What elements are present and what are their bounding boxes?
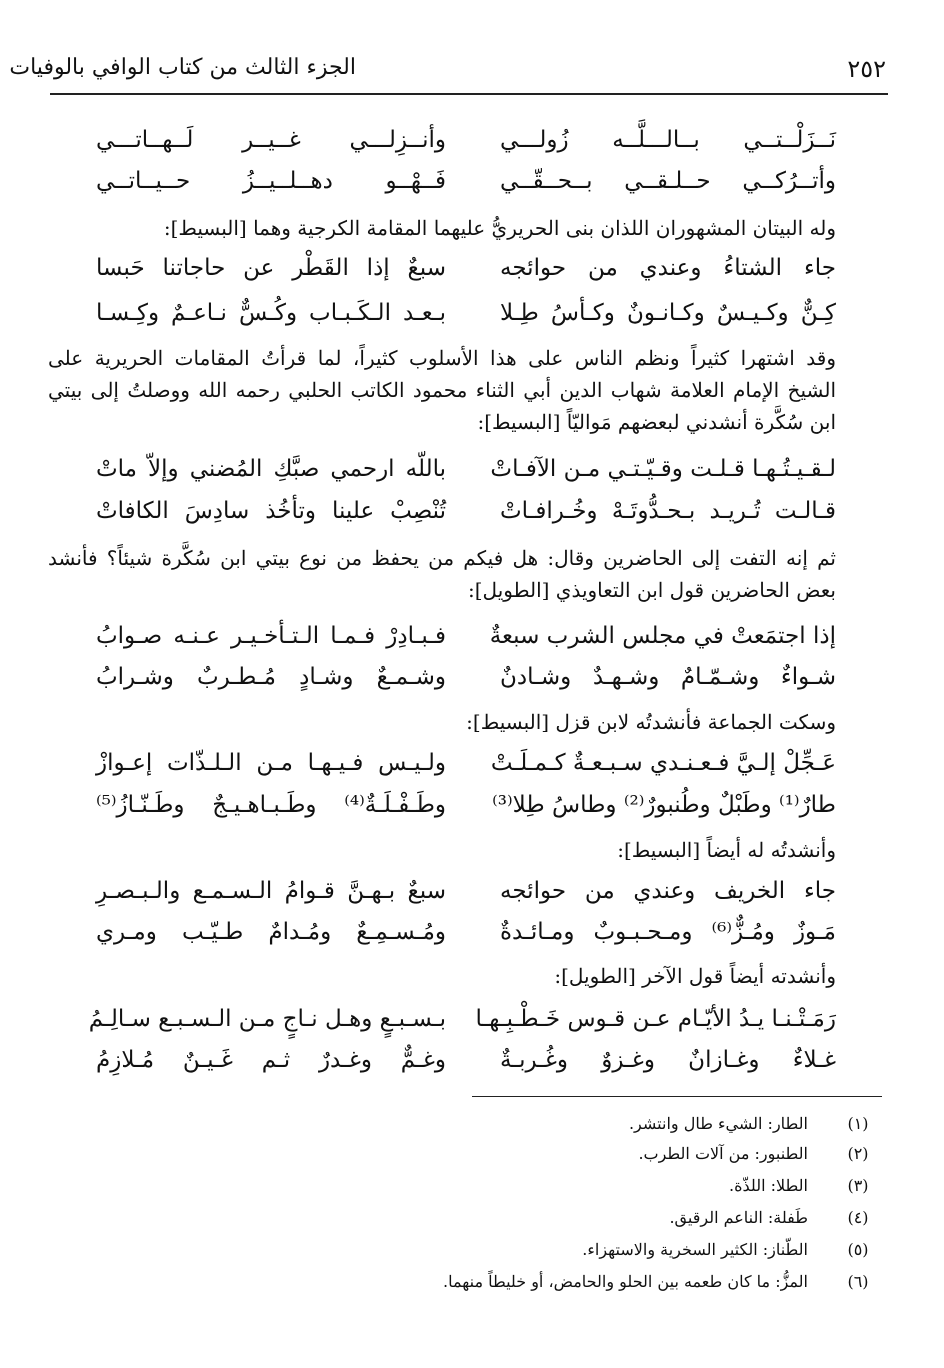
header-rule [50, 93, 888, 95]
verse-first-hemistich: لـقـيـتُـهـا قـلـت وقـيّـتـي مـن الآفـاتْ [490, 456, 836, 482]
footnote-text: طَفلة: الناعم الرقيق. [669, 1208, 808, 1227]
running-title: الجزء الثالث من كتاب الوافي بالوفيات [9, 55, 356, 80]
verse-first-hemistich: عَـجِّلْ إلـيَّ فـعـنـدي سـبـعـةٌ كـمـلَـتْ [490, 750, 836, 776]
verse-first-hemistich: نَــزَلْــتــي بــالـــلَّــه زُولـــي [500, 127, 836, 153]
verse-first-hemistich: مَـوزٌ ومُـزٌّ⁽⁶⁾ ومـحـبـوبٌ ومـائـدةٌ [500, 919, 836, 945]
verse-first-hemistich: شـواءٌ وشـمّـامٌ وشـهـدٌ وشـادنٌ [500, 664, 836, 690]
footnote-number: (٢) [847, 1144, 869, 1163]
verse-second-hemistich: وأنــزِلـــي غــيــر لَــهــاتـــي [96, 127, 446, 153]
verse-second-hemistich: فـبـادِرْ فـمـا الـتـأخـيـر عـنـه صـوابُ [96, 623, 446, 649]
verse-second-hemistich: بـسـبـعٍ وهـل نـاجٍ مـن الـسـبـع سـالِـمُ [88, 1006, 446, 1032]
prose-line: وله البيتان المشهوران اللذان بنى الحريريُّ عليهما المقامة الكرجية وهما [البسيط]: [163, 216, 836, 240]
footnote-number: (٦) [847, 1272, 869, 1291]
footnote-number: (٤) [847, 1208, 869, 1227]
footnote-number: (٥) [847, 1240, 869, 1259]
footnote-text: الطلا: اللذّة. [729, 1176, 808, 1195]
footnote-separator [472, 1096, 882, 1097]
prose-line: وأنشدتُه له أيضاً [البسيط]: [617, 838, 836, 862]
verse-first-hemistich: جاء الشتاءُ وعندي من حوائجه [500, 255, 836, 281]
verse-second-hemistich: سبعٌ بـهـنَّ قـوامُ الـسـمـع والـبـصـرِ [96, 878, 446, 904]
prose-line: وأنشدته أيضاً قول الآخر [الطويل]: [554, 964, 836, 988]
footnote-text: الطّناز: الكثير السخرية والاستهزاء. [582, 1240, 808, 1259]
verse-first-hemistich: إذا اجتمَعتْ في مجلس الشرب سبعةٌ [489, 623, 836, 649]
footnote-number: (١) [847, 1114, 869, 1133]
footnote-text: الطنبور: من آلات الطرب. [638, 1144, 808, 1163]
verse-second-hemistich: وغـمٌّ وغـدرٌ ثـم غَـيـنٌ مُـلازِمُ [96, 1047, 446, 1073]
prose-line: وسكت الجماعة فأنشدتُه لابن قزل [البسيط]: [466, 710, 836, 734]
verse-second-hemistich: ولـيـس فـيـهـا مـن الـلـذّات إعـوازْ [96, 750, 446, 776]
verse-second-hemistich: تُنْصِبْ علينا وتأخُذ سادِسَ الكافاتْ [96, 498, 446, 524]
verse-first-hemistich: غـلاءٌ وغـازانٌ وغـزوٌ وغُـربـةٌ [500, 1047, 836, 1073]
prose-line: ابن سُكَّرة أنشدني لبعضهم مَواليّاً [البسيط]: [477, 410, 836, 434]
verse-first-hemistich: رَمَـتْـنـا يـدُ الأيّـام عـن قـوس خَـطْـبِـهـا [475, 1006, 836, 1032]
verse-second-hemistich: وطَـفْـلَـةٌ⁽⁴⁾ وطَـبـاهـيـجٌ وطَـنّـازُ⁽⁵⁾ [96, 792, 446, 818]
page-number: ٢٥٢ [847, 55, 886, 83]
verse-first-hemistich: قـالـت تُـريـد بـحـدُّوتَـهْ وخُـرافـاتْ [500, 498, 836, 524]
verse-first-hemistich: جاء الخريف وعندي من حوائجه [500, 878, 836, 904]
verse-second-hemistich: ومُـسـمِـعٌ ومُـدامٌ طـيّـب ومـري [96, 919, 446, 945]
verse-first-hemistich: طارٌ⁽¹⁾ وطَبْلٌ وطُنبورٌ⁽²⁾ وطاسُ طِلا⁽³⁾ [492, 792, 836, 818]
verse-second-hemistich: باللّه ارحمي صبَّكِ المُضني وإلاّ ماتْ [96, 456, 446, 482]
verse-second-hemistich: بـعـد الـكَـبـاب وكُـسٌّ نـاعـمٌ وكِـسـا [96, 300, 446, 326]
prose-line: الشيخ الإمام العلامة شهاب الدين أبي الثناء محمود الكاتب الحلبي رحمه الله ووصلتُ إلى بيتي [48, 378, 836, 402]
verse-first-hemistich: كِـنٌّ وكـيـسٌ وكـانـونٌ وكـأسُ طِـلا [500, 300, 836, 326]
footnote-text: الطار: الشيء طال وانتشر. [628, 1114, 808, 1133]
footnote-text: المزُّ: ما كان طعمه بين الحلو والحامض، أو خليطاً منهما. [443, 1272, 808, 1291]
verse-second-hemistich: فَــهْــو دهــلــيــزُ حــيــاتــي [96, 168, 446, 194]
prose-line: ثم إنه التفت إلى الحاضرين وقال: هل فيكم من يحفظ من نوع بيتي ابن سُكَّرة شيئاً؟ فأنشد [48, 546, 836, 570]
prose-line: وقد اشتهرا كثيراً ونظم الناس على هذا الأسلوب كثيراً، لما قرأتُ المقامات الحريرية على [48, 346, 836, 370]
prose-line: بعض الحاضرين قول ابن التعاويذي [الطويل]: [468, 578, 836, 602]
verse-second-hemistich: سبعٌ إذا القَطْر عن حاجاتنا حَبسا [96, 255, 446, 281]
footnote-number: (٣) [847, 1176, 869, 1195]
verse-first-hemistich: وأتــرُكــي حــلـقــي بــحــقّــي [500, 168, 836, 194]
verse-second-hemistich: وشـمـعٌ وشـادٍ مُـطـربٌ وشـرابُ [96, 664, 446, 690]
